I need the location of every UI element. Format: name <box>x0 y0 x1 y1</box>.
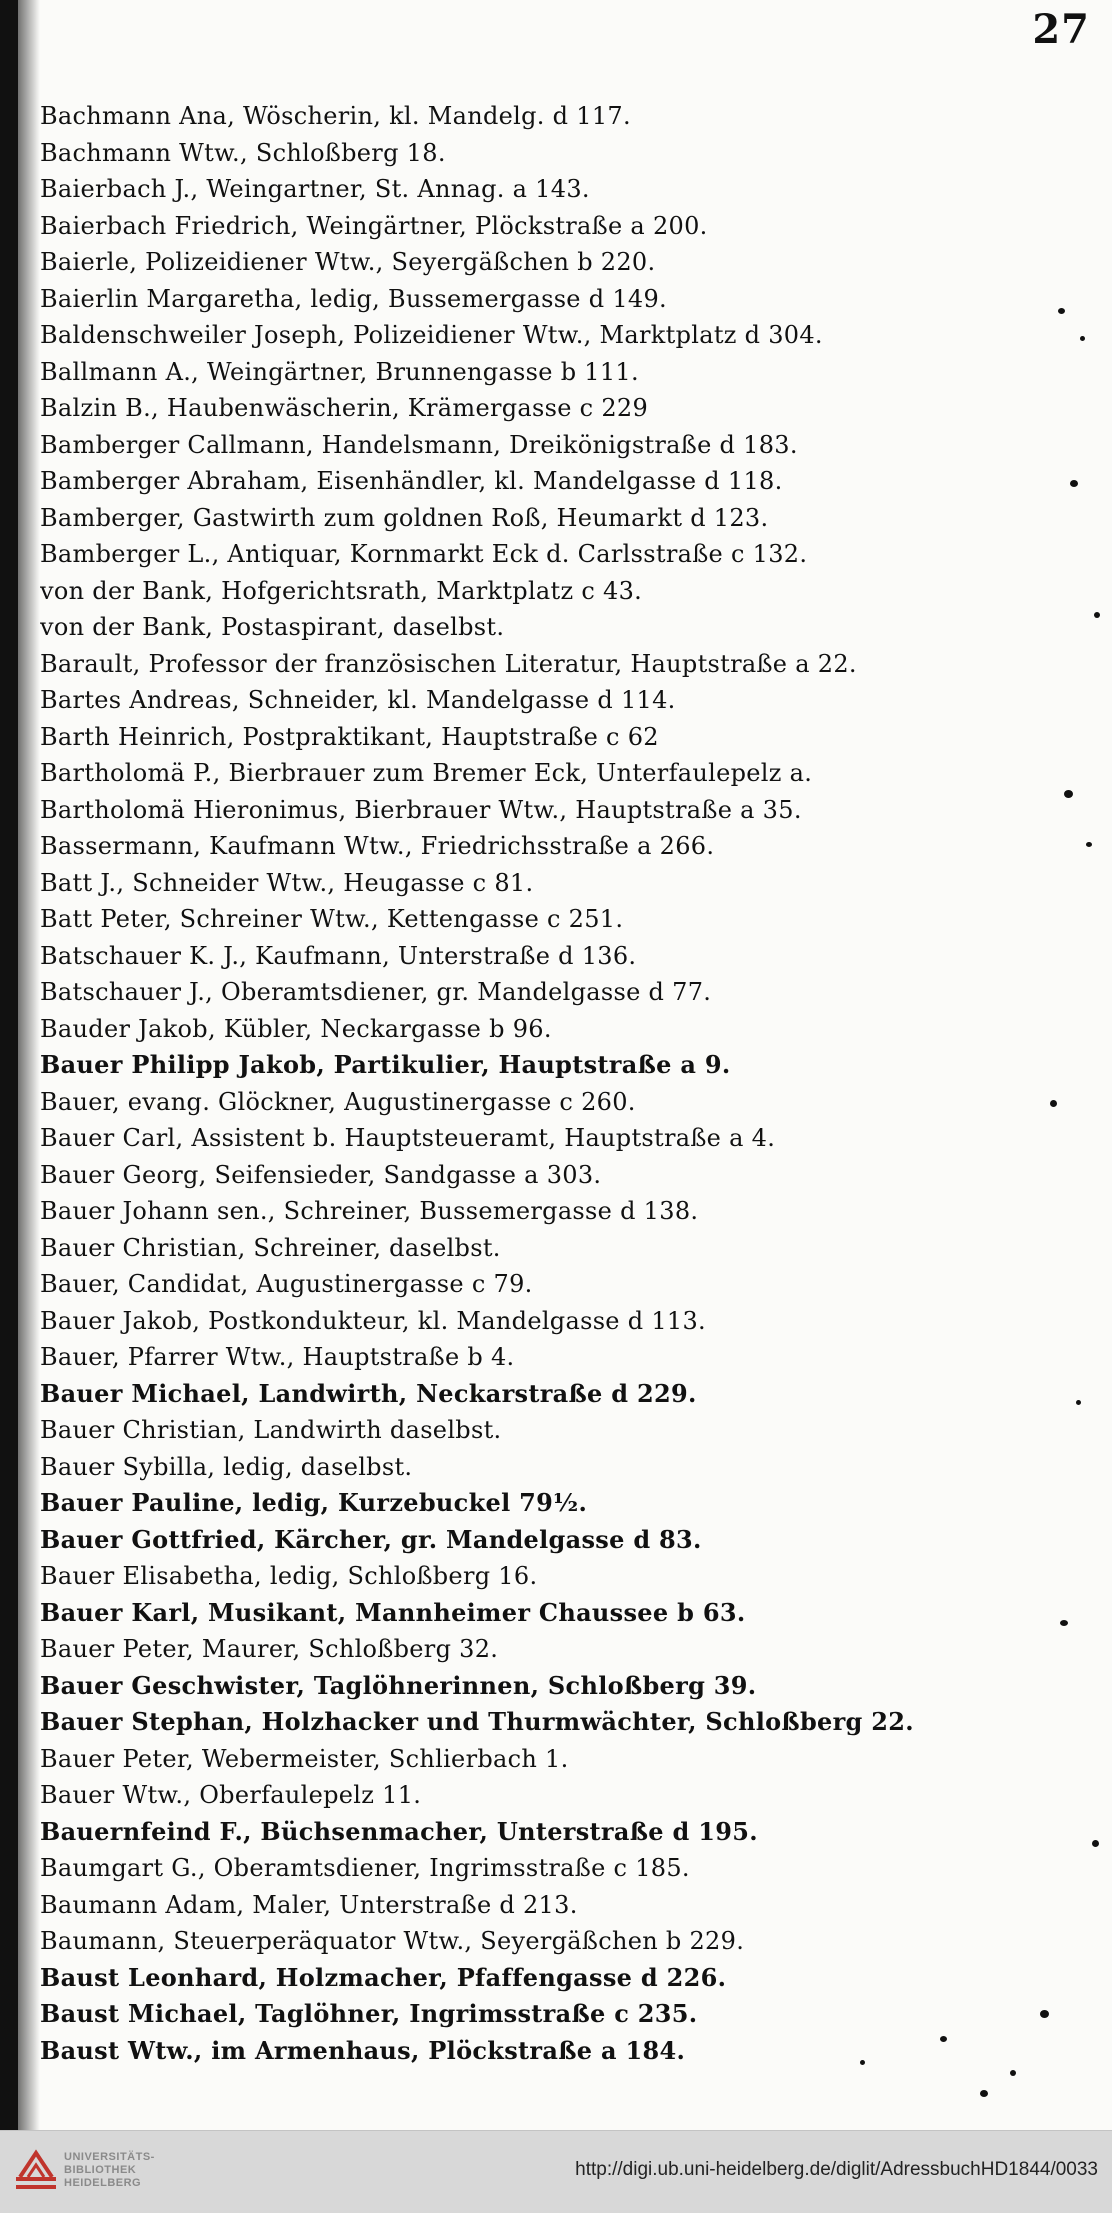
directory-entry: Bauer Carl, Assistent b. Hauptsteueramt, Hauptstraße a 4. <box>40 1124 776 1152</box>
ink-speck <box>1010 2070 1016 2076</box>
binding-shadow <box>18 0 40 2130</box>
directory-entry: Bamberger L., Antiquar, Kornmarkt Eck d. Carlsstraße c 132. <box>40 540 808 568</box>
directory-entry: Bauer Wtw., Oberfaulepelz 11. <box>40 1781 422 1809</box>
directory-entry: von der Bank, Postaspirant, daselbst. <box>40 613 505 641</box>
ink-speck <box>1094 612 1100 618</box>
directory-entries <box>40 98 1100 2069</box>
ink-speck <box>1086 842 1092 847</box>
directory-entry: von der Bank, Hofgerichtsrath, Marktplatz c 43. <box>40 576 643 605</box>
directory-entry: Bauer Elisabetha, ledig, Schloßberg 16. <box>40 1562 538 1590</box>
directory-entry: Batschauer K. J., Kaufmann, Unterstraße d 136. <box>40 941 637 970</box>
directory-entry: Bauer Peter, Webermeister, Schlierbach 1. <box>40 1744 569 1773</box>
directory-entry: Bamberger, Gastwirth zum goldnen Roß, Heumarkt d 123. <box>40 503 769 532</box>
library-name-line: BIBLIOTHEK <box>64 2164 137 2176</box>
directory-entry: Bassermann, Kaufmann Wtw., Friedrichsstraße a 266. <box>40 832 715 860</box>
ink-speck <box>1058 308 1065 314</box>
ink-speck <box>860 2060 865 2065</box>
binding-edge <box>0 0 18 2130</box>
directory-entry: Bauernfeind F., Büchsenmacher, Unterstraße d 195. <box>40 1816 758 1846</box>
directory-entry: Bartes Andreas, Schneider, kl. Mandelgasse d 114. <box>40 686 676 714</box>
directory-entry: Bauder Jakob, Kübler, Neckargasse b 96. <box>40 1014 552 1043</box>
ink-speck <box>980 2090 988 2097</box>
ink-speck <box>940 2036 947 2042</box>
ink-speck <box>1076 1400 1081 1405</box>
directory-entry: Bauer Stephan, Holzhacker und Thurmwächter, Schloßberg 22. <box>40 1707 914 1736</box>
directory-entry: Bauer Gottfried, Kärcher, gr. Mandelgasse d 83. <box>40 1524 702 1554</box>
directory-entry: Bauer Karl, Musikant, Mannheimer Chaussee b 63. <box>40 1597 746 1627</box>
directory-entry: Baierle, Polizeidiener Wtw., Seyergäßchen b 220. <box>40 248 656 276</box>
university-library-logo <box>14 2147 58 2197</box>
directory-entry: Barth Heinrich, Postpraktikant, Hauptstraße c 62 <box>40 722 659 751</box>
library-name <box>64 2151 155 2190</box>
directory-entry: Bauer, Candidat, Augustinergasse c 79. <box>40 1270 533 1298</box>
directory-entry: Bartholomä P., Bierbrauer zum Bremer Eck, Unterfaulepelz a. <box>40 759 813 787</box>
directory-entry: Baierlin Margaretha, ledig, Bussemergasse d 149. <box>40 284 667 313</box>
directory-entry: Bauer Jakob, Postkondukteur, kl. Mandelgasse d 113. <box>40 1306 706 1335</box>
ink-speck <box>1064 790 1073 798</box>
ink-speck <box>1092 1840 1099 1847</box>
directory-entry: Bauer Geschwister, Taglöhnerinnen, Schloßberg 39. <box>40 1670 757 1700</box>
directory-entry: Ballmann A., Weingärtner, Brunnengasse b 111. <box>40 357 639 386</box>
directory-entry: Baumann, Steuerperäquator Wtw., Seyergäßchen b 229. <box>40 1927 745 1955</box>
source-url[interactable]: http://digi.ub.uni-heidelberg.de/diglit/AdressbuchHD1844/0033 <box>575 2159 1098 2180</box>
directory-entry: Bauer Christian, Landwirth daselbst. <box>40 1416 502 1444</box>
directory-entry: Bauer Pauline, ledig, Kurzebuckel 79½. <box>40 1488 588 1517</box>
directory-entry: Bauer Philipp Jakob, Partikulier, Hauptstraße a 9. <box>40 1050 731 1079</box>
page-number: 27 <box>1032 6 1090 53</box>
directory-entry: Batt J., Schneider Wtw., Heugasse c 81. <box>40 868 534 897</box>
directory-entry: Baust Leonhard, Holzmacher, Pfaffengasse d 226. <box>40 1962 727 1992</box>
directory-entry: Balzin B., Haubenwäscherin, Krämergasse c 229 <box>40 394 649 422</box>
ink-speck <box>1070 480 1078 487</box>
directory-entry: Bauer Christian, Schreiner, daselbst. <box>40 1233 501 1262</box>
ink-speck <box>1050 1100 1057 1107</box>
library-name-line: HEIDELBERG <box>64 2177 142 2189</box>
directory-entry: Bauer Sybilla, ledig, daselbst. <box>40 1452 413 1481</box>
directory-entry: Bamberger Abraham, Eisenhändler, kl. Mandelgasse d 118. <box>40 467 783 495</box>
directory-entry: Baierbach J., Weingartner, St. Annag. a 143. <box>40 175 590 203</box>
ink-speck <box>1060 1620 1068 1626</box>
directory-entry: Baierbach Friedrich, Weingärtner, Plöckstraße a 200. <box>40 211 708 240</box>
directory-entry: Bartholomä Hieronimus, Bierbrauer Wtw., Hauptstraße a 35. <box>40 795 802 824</box>
directory-entry: Baldenschweiler Joseph, Polizeidiener Wtw., Marktplatz d 304. <box>40 321 823 349</box>
directory-entry: Batschauer J., Oberamtsdiener, gr. Mandelgasse d 77. <box>40 978 712 1006</box>
directory-entry: Baust Michael, Taglöhner, Ingrimsstraße c 235. <box>40 1999 698 2028</box>
ink-speck <box>1040 2010 1049 2018</box>
directory-entry: Bachmann Wtw., Schloßberg 18. <box>40 138 446 167</box>
directory-entry: Batt Peter, Schreiner Wtw., Kettengasse c 251. <box>40 905 624 933</box>
directory-entry: Bauer Johann sen., Schreiner, Bussemergasse d 138. <box>40 1197 699 1225</box>
directory-entry: Bauer, evang. Glöckner, Augustinergasse c 260. <box>40 1087 636 1116</box>
directory-entry: Baust Wtw., im Armenhaus, Plöckstraße a 184. <box>40 2035 686 2065</box>
directory-entry: Baumann Adam, Maler, Unterstraße d 213. <box>40 1890 578 1919</box>
directory-entry: Bauer Michael, Landwirth, Neckarstraße d 229. <box>40 1378 697 1408</box>
directory-entry: Bamberger Callmann, Handelsmann, Dreikönigstraße d 183. <box>40 430 798 459</box>
directory-entry: Bauer, Pfarrer Wtw., Hauptstraße b 4. <box>40 1343 515 1371</box>
directory-entry: Baumgart G., Oberamtsdiener, Ingrimsstraße c 185. <box>40 1854 690 1882</box>
directory-entry: Barault, Professor der französischen Literatur, Hauptstraße a 22. <box>40 649 857 678</box>
viewer-footer <box>0 2130 1112 2213</box>
ink-speck <box>1080 336 1085 341</box>
directory-entry: Bachmann Ana, Wöscherin, kl. Mandelg. d 117. <box>40 102 631 130</box>
directory-entry: Bauer Peter, Maurer, Schloßberg 32. <box>40 1635 499 1663</box>
directory-entry: Bauer Georg, Seifensieder, Sandgasse a 303. <box>40 1160 602 1189</box>
library-name-line: UNIVERSITÄTS- <box>64 2151 155 2163</box>
